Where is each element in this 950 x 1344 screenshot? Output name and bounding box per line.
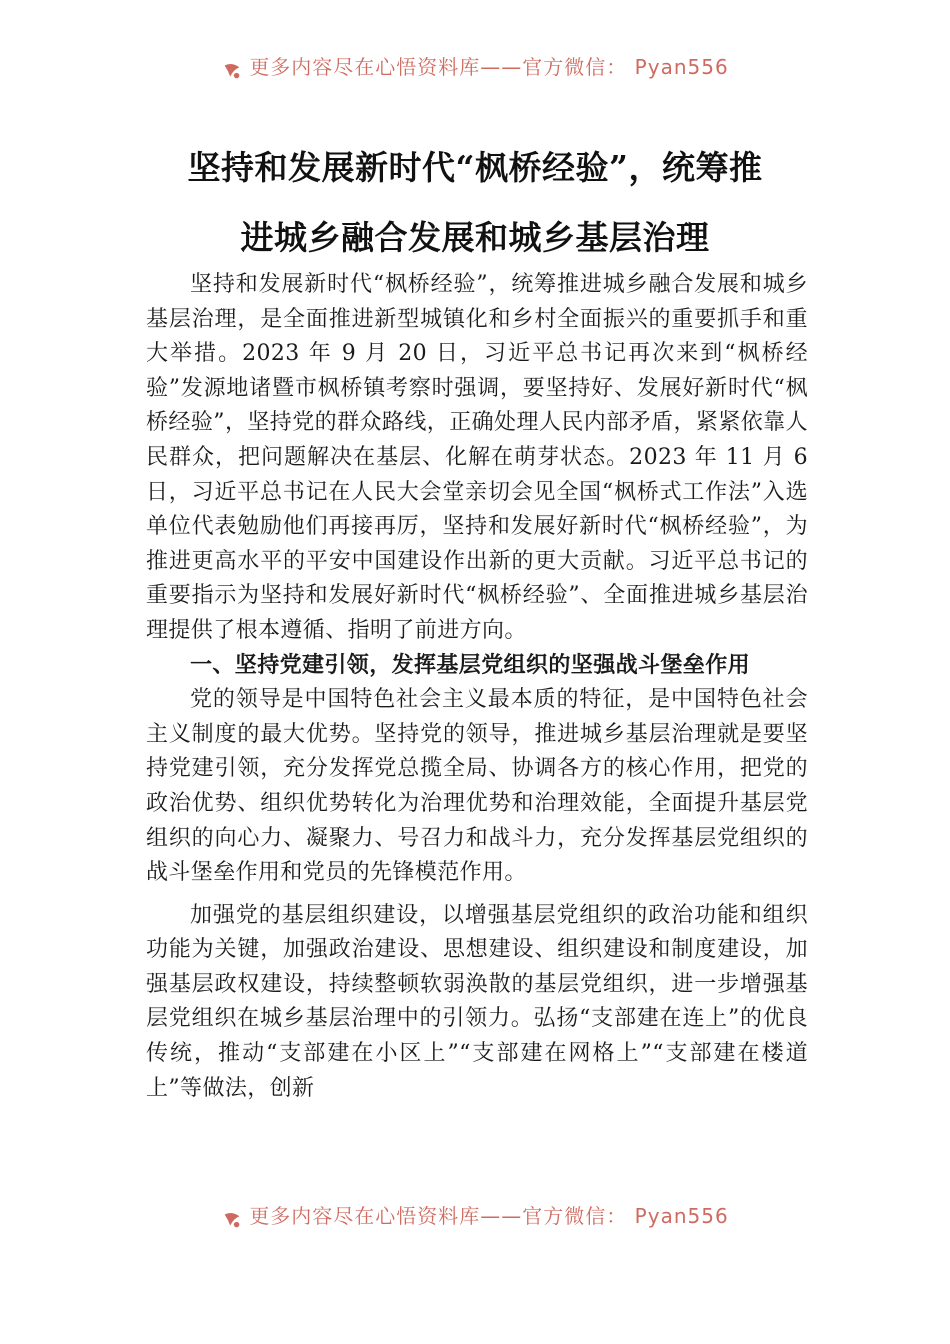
watermark-logo-icon <box>221 60 243 82</box>
paragraph-intro: 坚持和发展新时代“枫桥经验”，统筹推进城乡融合发展和城乡基层治理，是全面推进新型城镇化和乡村全面振兴的重要抓手和重大举措。2023 年 9 月 20 日，习近平总书记再次来到“枫桥经验”发源地诸暨市枫桥镇考察时强调，要坚持好、发展好新时代“枫桥经验”，坚持党的群众路线，正确处理人民内部矛盾，紧紧依靠人民群众，把问题解决在基层、化解在萌芽状态。2023 年 11 月 6 日，习近平总书记在人民大会堂亲切会见全国“枫桥式工作法”入选单位代表勉励他们再接再厉，坚持和发展好新时代“枫桥经验”，为推进更高水平的平安中国建设作出新的更大贡献。习近平总书记的重要指示为坚持和发展好新时代“枫桥经验”、全面推进城乡基层治理提供了根本遵循、指明了前进方向。 <box>146 272 808 643</box>
watermark-footer <box>0 1205 950 1235</box>
document-title-line-1: 坚持和发展新时代“枫桥经验”，统筹推 <box>187 148 763 187</box>
watermark-header <box>0 56 950 86</box>
document-title-line-2: 进城乡融合发展和城乡基层治理 <box>240 218 710 257</box>
watermark-logo-icon <box>221 1209 243 1231</box>
section-heading-1: 一、坚持党建引领，发挥基层党组织的坚强战斗堡垒作用 <box>190 652 751 678</box>
watermark-text: 更多内容尽在心悟资料库——官方微信： Pyan556 <box>249 1205 729 1228</box>
paragraph-party-leadership: 党的领导是中国特色社会主义最本质的特征，是中国特色社会主义制度的最大优势。坚持党的领导，推进城乡基层治理就是要坚持党建引领，充分发挥党总揽全局、协调各方的核心作用，把党的政治优势、组织优势转化为治理优势和治理效能，全面提升基层党组织的向心力、凝聚力、号召力和战斗力，充分发挥基层党组织的战斗堡垒作用和党员的先锋模范作用。 <box>146 687 808 886</box>
watermark-text: 更多内容尽在心悟资料库——官方微信： Pyan556 <box>249 56 729 79</box>
paragraph-grassroots-building: 加强党的基层组织建设，以增强基层党组织的政治功能和组织功能为关键，加强政治建设、思想建设、组织建设和制度建设，加强基层政权建设，持续整顿软弱涣散的基层党组织，进一步增强基层党组织在城乡基层治理中的引领力。弘扬“支部建在连上”的优良传统，推动“支部建在小区上”“支部建在网格上”“支部建在楼道上”等做法，创新 <box>146 902 808 1101</box>
document-body <box>146 268 808 1106</box>
